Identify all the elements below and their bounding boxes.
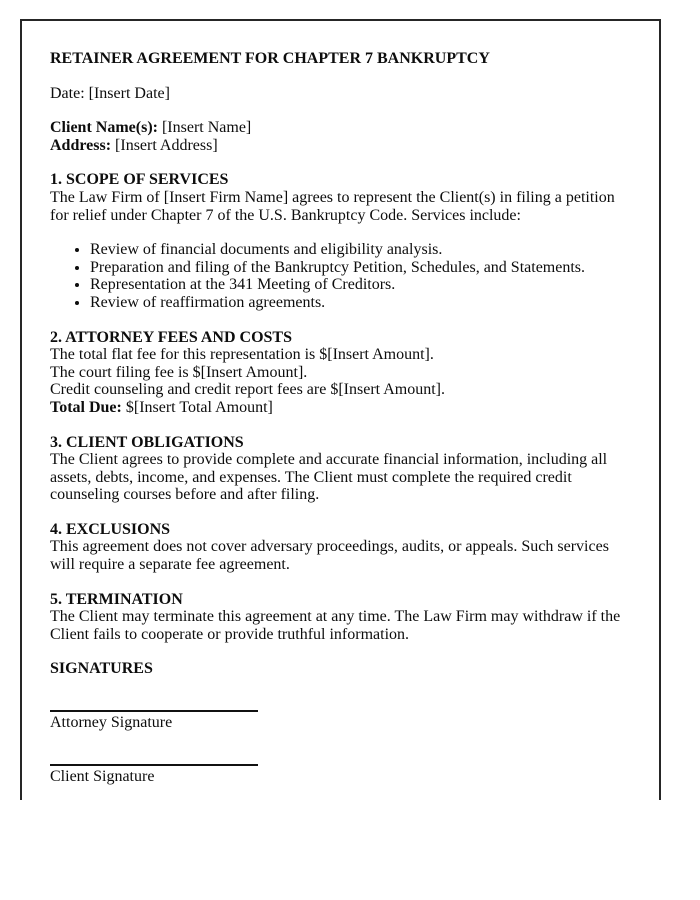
fee-line: Credit counseling and credit report fees are $[Insert Amount]. [50, 381, 445, 399]
services-bullet-list [50, 241, 621, 311]
date-line: Date: [Insert Date] [50, 84, 170, 102]
attorney-signature-label: Attorney Signature [50, 714, 173, 732]
section-scope-of-services [50, 171, 621, 224]
signatures-heading: SIGNATURES [50, 660, 153, 678]
section-heading: 5. TERMINATION [50, 590, 183, 608]
fee-line: The total flat fee for this representation is $[Insert Amount]. [50, 346, 434, 364]
section-body: The Client agrees to provide complete and accurate financial information, including all assets, debts, income, and expenses. The Client must complete the required credit counseling courses before and after filing. [50, 451, 608, 504]
total-due-label: Total Due: [50, 398, 122, 416]
section-body: This agreement does not cover adversary proceedings, audits, or appeals. Such services will require a separate fee agreement. [50, 538, 609, 574]
total-due-value: $[Insert Total Amount] [125, 398, 273, 416]
list-item: • Representation at the 341 Meeting of Creditors. [90, 276, 621, 294]
list-item: • Review of reaffirmation agreements. [90, 294, 621, 312]
section-termination [50, 591, 621, 644]
signature-block-attorney [50, 710, 258, 732]
signature-block-client [50, 764, 258, 786]
client-name-value: [Insert Name] [161, 119, 252, 137]
section-heading: 3. CLIENT OBLIGATIONS [50, 433, 244, 451]
client-signature-line [50, 764, 258, 766]
address-label: Address: [50, 136, 112, 154]
fee-line: The court filing fee is $[Insert Amount]. [50, 363, 308, 381]
section-client-obligations [50, 434, 621, 504]
section-body: The Law Firm of [Insert Firm Name] agrees to represent the Client(s) in filing a petition for relief under Chapter 7 of the U.S. Bankruptcy Code. Services include: [50, 188, 615, 224]
client-info-block [50, 119, 621, 154]
document-page [20, 19, 661, 800]
list-item: • Review of financial documents and eligibility analysis. [90, 241, 621, 259]
section-heading: 2. ATTORNEY FEES AND COSTS [50, 328, 292, 346]
client-signature-label: Client Signature [50, 768, 155, 786]
attorney-signature-line [50, 710, 258, 712]
document-title: RETAINER AGREEMENT FOR CHAPTER 7 BANKRUPTCY [50, 50, 490, 67]
section-heading: 1. SCOPE OF SERVICES [50, 171, 229, 189]
section-body: The Client may terminate this agreement at any time. The Law Firm may withdraw if the Client fails to cooperate or provide truthful information. [50, 608, 621, 643]
address-value: [Insert Address] [115, 136, 218, 154]
section-exclusions [50, 521, 621, 574]
section-attorney-fees [50, 329, 621, 417]
list-item: • Preparation and filing of the Bankruptcy Petition, Schedules, and Statements. [90, 259, 621, 277]
section-heading: 4. EXCLUSIONS [50, 520, 171, 538]
client-name-label: Client Name(s): [50, 119, 158, 137]
